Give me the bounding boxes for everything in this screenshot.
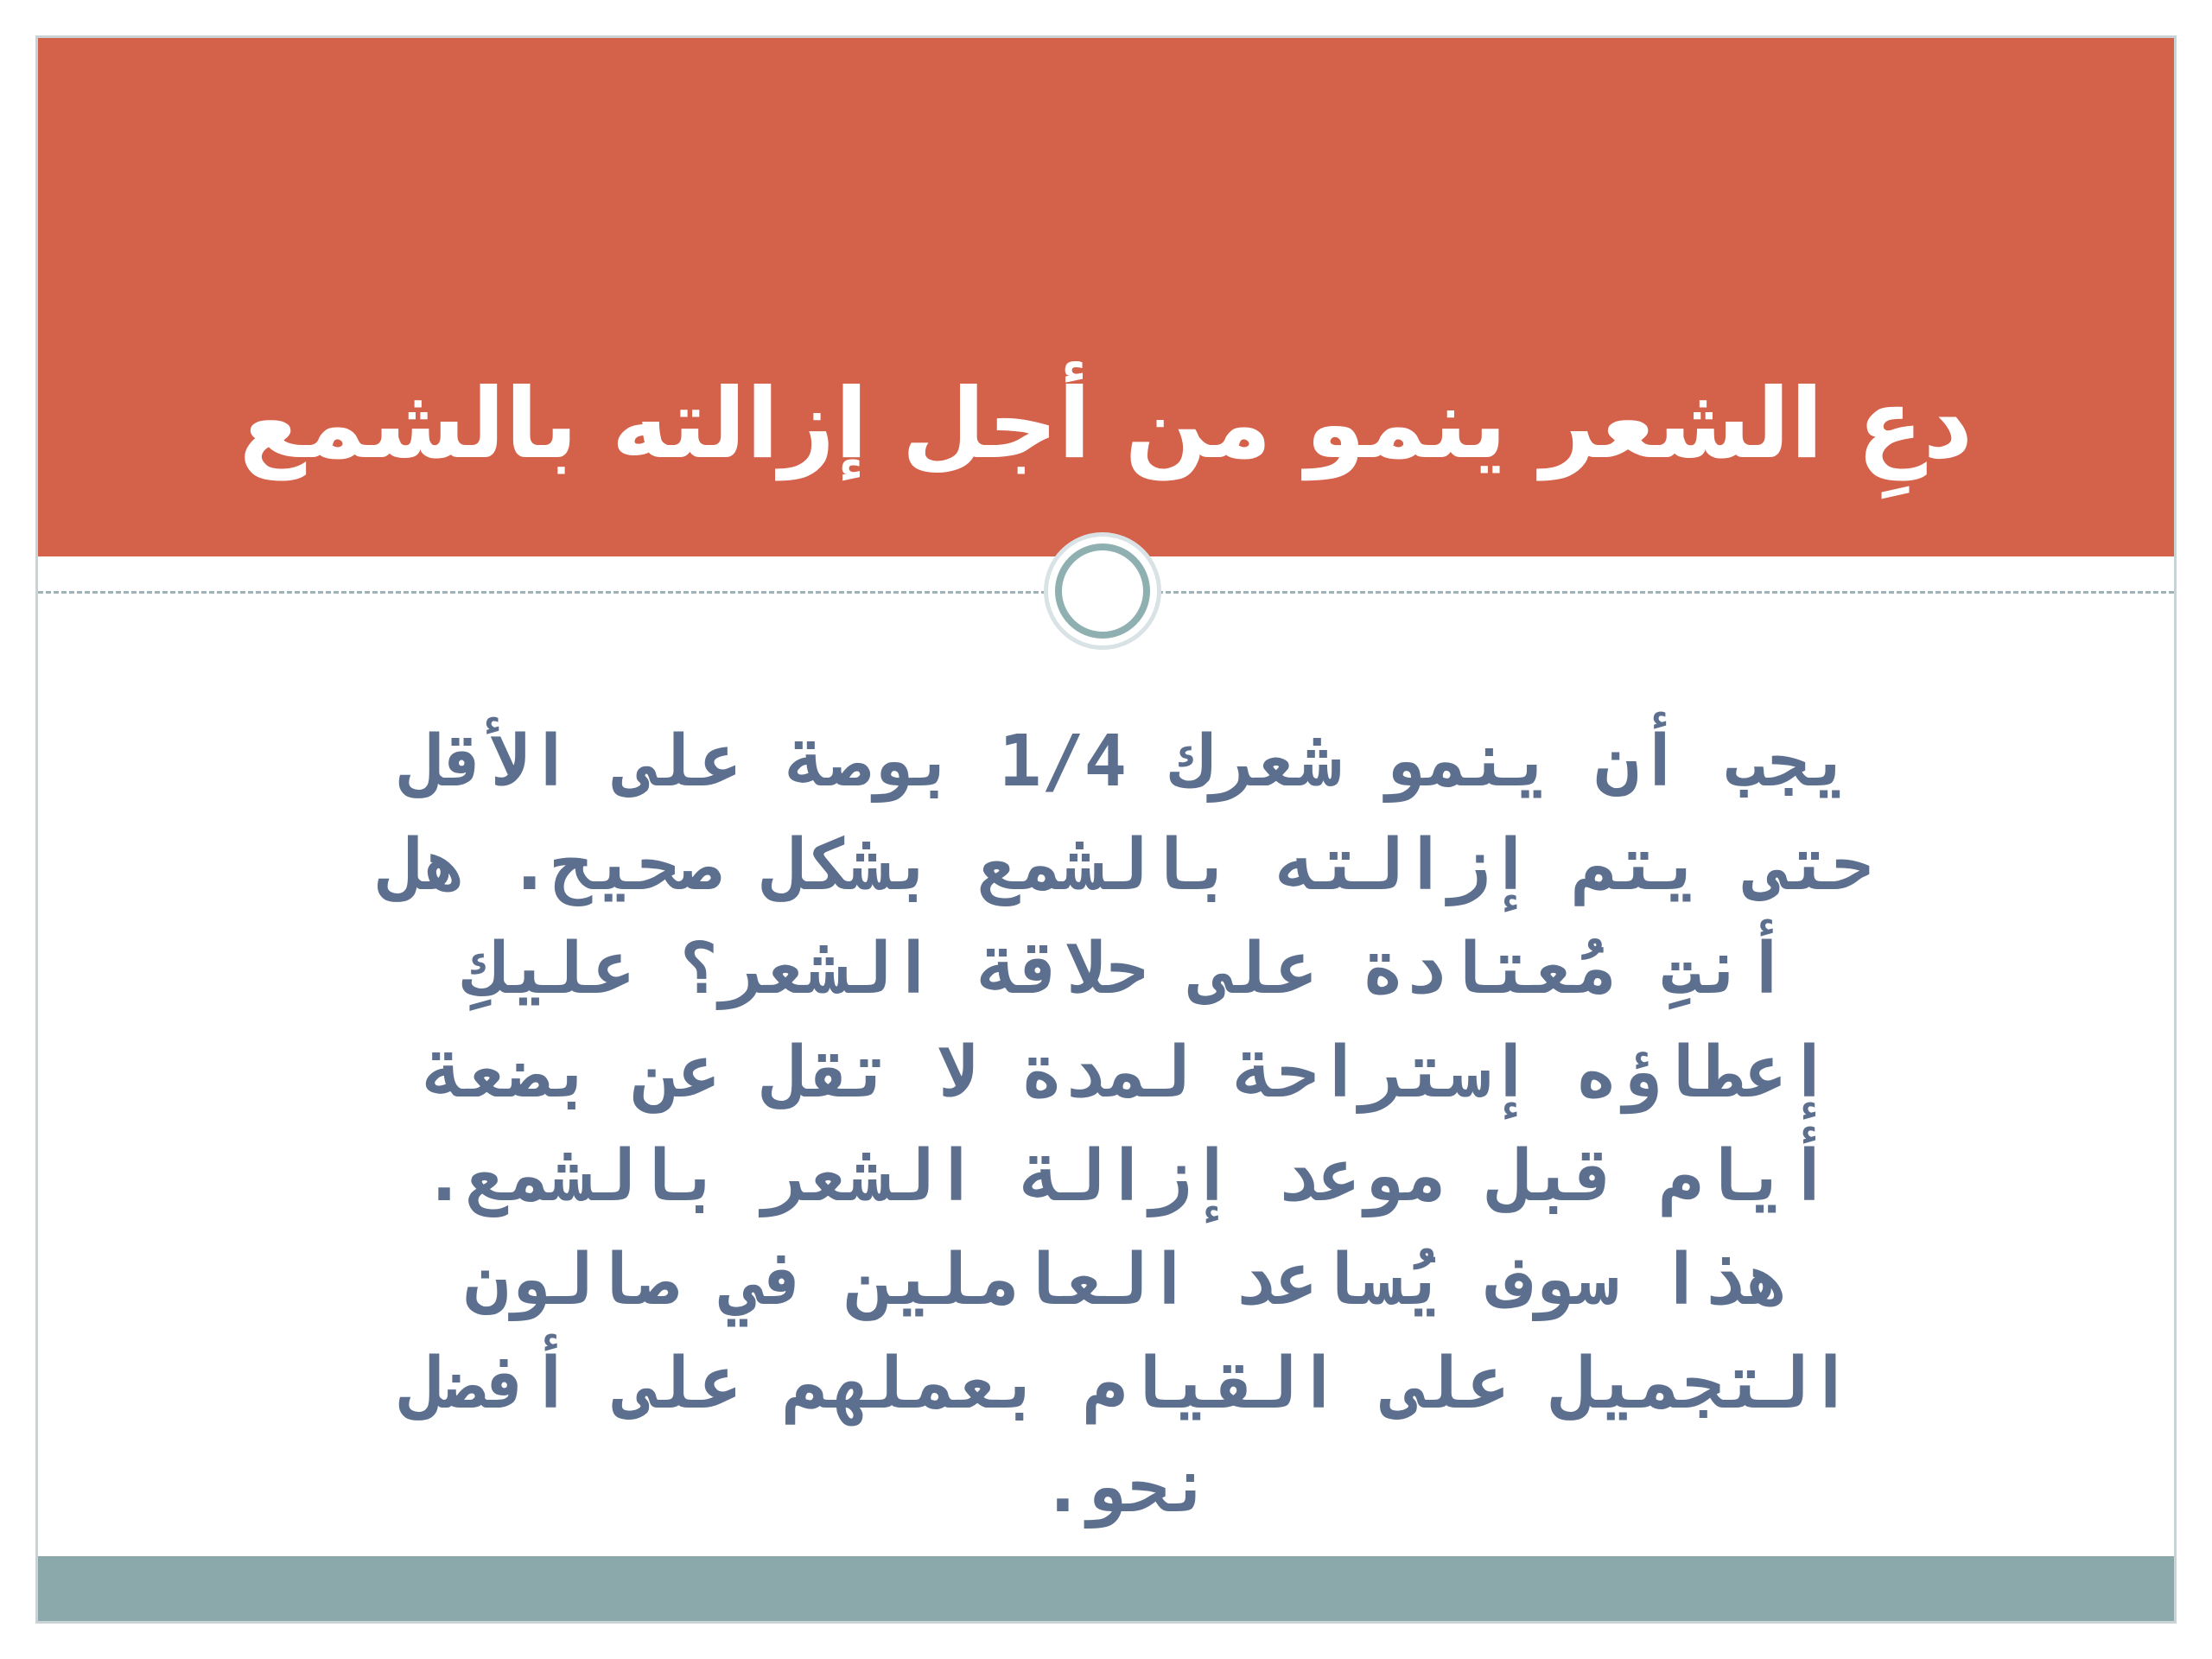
circle-ornament-icon xyxy=(1044,532,1161,650)
slide-title: دعِ الشعر ينمو من أجل إزالته بالشمع xyxy=(238,368,1974,480)
footer-band xyxy=(38,1556,2174,1624)
slide xyxy=(35,35,2177,1624)
slide-body-text: يجب أن ينمو شعرك 1/4 بوصة على الأقل حتى يتم إزالته بالشمع بشكل صحيح. هل أنتِ مُعتادة على حلاقة الشعر؟ عليكِ إعطاؤه إستراحة لمدة لا تقل عن بضعة أيام قبل موعد إزالة الشعر بالشمع. هذا سوف يُساعد العاملين في صالون التجميل على القيام بعملهم على أفضل نحو. xyxy=(380,721,1873,1529)
circle-ornament-inner xyxy=(1055,543,1150,639)
